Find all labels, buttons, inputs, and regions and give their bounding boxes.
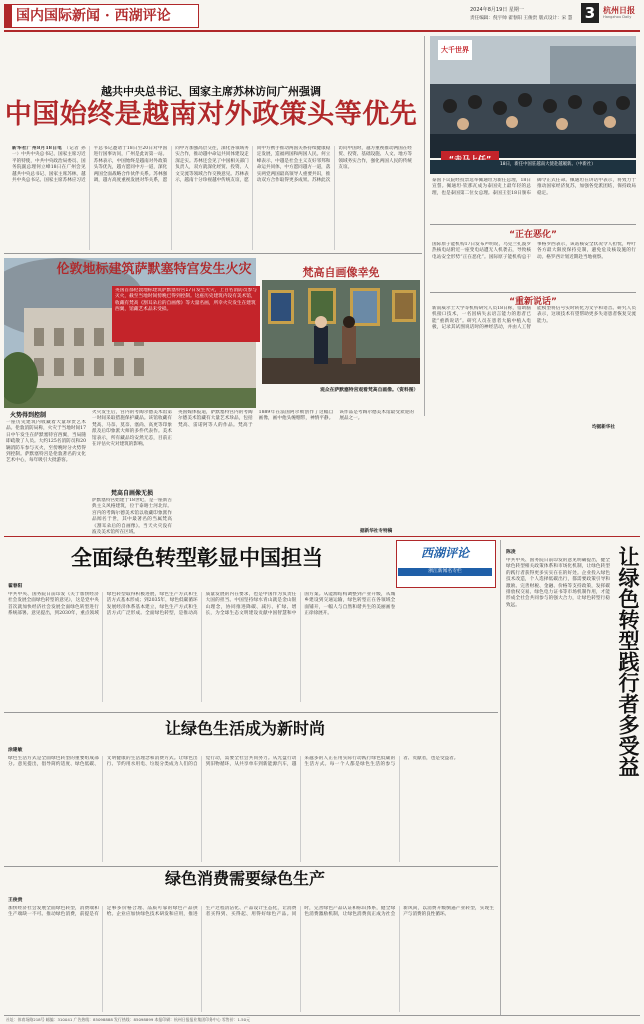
column-name: 西湖评论 [420, 546, 469, 560]
fire-caption: 火势得到控制 [10, 412, 47, 419]
paper-name: 杭州日报 [603, 5, 635, 15]
london-photo-caption: 英国首都伦敦地标建筑萨默塞特宫17日发生火灾，上百名消防员参与灭火，截至当地时间傍晚已得到控制。这座历史建筑内设有美术馆，收藏有梵高《割耳朵后的自画像》等大量名画，所幸火灾发生在建筑西翼，馆藏艺术品未受损。 [115, 288, 257, 312]
lead-kicker: 越共中央总书记、国家主席苏林访问广州强调 [101, 85, 321, 98]
vg-caption: 梵高自画像无损 [110, 490, 153, 497]
london-body1: 一座历史建筑内收藏着大量珍贵艺术品。伦敦消防局称，火灾于当地时间17日中午发生在萨默塞特宫西翼，当局随即疏散了人员。大约125名消防员和20辆消防车参与灭火，至傍晚时分火势得到控制。萨默塞特宫是伦敦著名的文化艺术中心，每年吸引大批游客。 [6, 420, 86, 464]
page-number: 3 [581, 3, 599, 23]
right-column-rule [424, 36, 425, 416]
author3: 王俊贵 [8, 898, 23, 903]
title2-rule [4, 712, 498, 713]
vangogh-caption: 观众在萨默塞特宫观看梵高自画像。（资料图） [320, 388, 419, 393]
opinion-body3: 加快经济社会发展全面绿色转型，消费端和生产端缺一不可。推动绿色消费，前提是有足够多价格合理、品质可靠的绿色产品供给。企业应加快绿色技术研发和应用，推进生产过程清洁化、产品设计生态化，让消费者买得到、买得起、用得好绿色产品。同时，完善绿色产品认证和标识体系，健全绿色消费激励机制，让绿色消费真正成为社会新风尚，以消费升级倒逼产业转型，实现生产与消费的良性循环。 [8, 906, 494, 918]
footer-rule [4, 1015, 640, 1016]
sub1-body: 国际原子能机构17日发布声明说，乌克兰扎波罗热核电站附近一座变电站遭无人机袭击，导致核电站安全形势“正在恶化”。国际原子能机构总干事格罗西表示，该站核安全状况令人担忧，呼吁各方最大限度保持克制，避免危及核设施的行动。格罗西计划近期赴当地视察。 [432, 242, 636, 260]
photo-story-credit: 均据新华社 [592, 425, 615, 430]
editors-line: 责任编辑：倪宇帅 翟春阳 王俊贵 版式设计：宋 慧 [470, 16, 573, 21]
london-body3: 萨默塞特宫始建于18世纪，是一座新古典主义风格建筑，位于泰晤士河北岸。宫内的考陶尔德美术馆以收藏印象派作品闻名于世，其中最著名的当属梵高《割耳朵后的自画像》。当天火灾没有波及美术馆所在区域。 [92, 498, 172, 536]
date-line: 2024年8月19日 星期一 [470, 7, 524, 13]
london-body4-text: 英国媒体报道，萨默塞特宫内的考陶尔德美术馆藏有大量艺术珍品，包括梵高、雷诺阿等人的作品。梵高于1889年在法国阿尔勒创作了这幅自画像，画中他头缠绷带，神情平静。该作品是考陶尔德美术馆最受欢迎的展品之一。 [178, 410, 414, 428]
column-sub: 浙江新闻名专栏 [398, 568, 492, 576]
sub2-body: 新南威尔士大学等机构研究人员18日称，借助脑机接口技术，一名因病失去语言能力的患者已能“重新说话”。研究人员在患者大脑中植入电极，记录其试图说话时的神经活动，并由人工智能模型将信号实时转化为文字和语音。研究人员表示，这项技术有望帮助更多失语患者恢复交流能力。 [432, 306, 636, 331]
opinion-title2: 让绿色生活成为新时尚 [164, 719, 325, 738]
photo-sign: 大千世界 [438, 40, 472, 60]
title3-rule [4, 866, 498, 867]
paper-pinyin: Hangzhou Daily [603, 15, 632, 19]
opinion-title3: 绿色消费需要绿色生产 [164, 869, 325, 888]
side-title: 让绿色转型践行者多受益 [616, 546, 641, 777]
opinion-body2: 绿色生活方式是全面绿色转型的重要组成部分。意见提出，倡导简约适度、绿色低碳、文明健康的生活理念和消费方式。让绿色出行、节约用水用电、垃圾分类成为人们的自觉行动，需要全社会共同努力。从光盘行动到旧物循环，从共享单车到新能源汽车，越来越多的人正在用实际行动践行绿色低碳的生活方式。每一个人都是绿色生活的参与者、贡献者，也是受益者。 [8, 756, 459, 768]
lead-headline: 中国始终是越南对外政策头等优先 [4, 99, 418, 130]
sub1-heading: “正在恶化” [509, 230, 557, 240]
photo-intro-body: 泰国下议院经投票选举佩通坦为新任总理，18日宣誓。佩通坦·钦那瓦成为泰国史上最年轻的总理，也是泰国第二位女总理。泰国王室18日颁布御令正式任命。佩通坦在讲话中表示，将致力于推动国家经济复苏，加强各党派团结，保持政局稳定。 [432, 178, 636, 196]
sub2-rule [430, 292, 636, 293]
london-credit: 据新华社专特稿 [360, 529, 393, 534]
side-body: 中共中央、国务院日前印发的意见明确提出，健全绿色转型相关政策体系和市场化机制，让绿色转型的践行者获得更多实实在在的好处。企业投入绿色技术改造，个人选择低碳出行，都需要政策引导和激励。完善财税、金融、价格等支持政策，发挥碳排放权交易、绿色电力证书等市场机制作用，才能形成全社会共同参与的强大合力，让绿色转型行稳致远。 [506, 558, 610, 608]
side-author: 陈凌 [506, 550, 516, 555]
london-body4 [178, 410, 414, 514]
masthead-rule [4, 30, 640, 32]
london-title: 伦敦地标建筑萨默塞特宫发生火灾 [56, 262, 252, 277]
opinion-main-title: 全面绿色转型彰显中国担当 [71, 545, 323, 570]
london-top-rule [4, 253, 422, 254]
opinion-body1: 中共中央、国务院日前印发《关于加快经济社会发展全面绿色转型的意见》，这是党中央首次就加快经济社会发展全面绿色转型进行系统部署。意见提出，到2030年，重点领域绿色转型取得积极进展，绿色生产方式和生活方式基本形成；到2035年，绿色低碳循环发展经济体系基本建立，绿色生产方式和生活方式广泛形成。全面绿色转型，是推动高质量发展的内在要求，也是中国作为负责任大国的担当。中国坚持绿水青山就是金山银山理念，协同推进降碳、减污、扩绿、增长，为全球生态文明建设贡献中国智慧和中国方案。从能源结构调整到产业升级，从城乡建设到交通运输，绿色转型正在各领域全面铺开，一幅人与自然和谐共生的美丽画卷正徐徐展开。 [8, 592, 396, 617]
london-body2: 火灾发生后，宫内的考陶尔德美术馆第一时间采取措施保护藏品。该馆收藏有梵高、马奈、莫奈、塞尚、高更等印象派及后印象派大师的多件代表作。美术馆表示，所有藏品均安然无恙，目前正在评估火灾对建筑的影响。 [92, 410, 172, 448]
author2: 涂建敏 [8, 748, 23, 753]
side-column-rule [500, 540, 501, 1016]
photo-caption: 18日，新任中国驻越南大使赴越履新。（中新社） [500, 162, 596, 167]
crowd-photo [430, 36, 636, 158]
lead-body [12, 146, 412, 250]
author1: 翟春阳 [8, 584, 23, 589]
footer-text: 社址：体育场路218号 邮编：310041 广告热线：85098888 发行热线：85098899 本报印刷：杭州日报报业集团印务中心 零售价：1.50元 [6, 1017, 251, 1022]
sub1-rule [430, 224, 636, 225]
section-title: 国内国际新闻 · 西湖评论 [16, 8, 171, 24]
vangogh-gallery-art [262, 280, 420, 384]
sub2-heading: “重新说话” [509, 297, 557, 307]
vangogh-photo [262, 280, 420, 384]
lead-body-text: （记者 孙一）中共中央总书记、国家主席习近平的特使，中共中央政治局委员、国务院副总理何立峰18日在广州会见越共中央总书记、国家主席苏林，越共中央总书记、国家主席苏林应习近平总书记邀请于18日至20日对中国进行国事访问，广州是此访第一站。苏林表示，中国始终是越南对外政策头等优先，越方愿同中方一道，深化两国全面战略合作伙伴关系。苏林强调，越方高度重视发展对华关系，愿同中方加强高层交往，深化各领域务实合作，推动越中命运共同体建设走深走实。苏林还会见了中国相关部门负责人，双方就深化经贸、投资、人文交流等领域合作交换意见。苏林表示，越南十分珍视越中传统友谊，愿同中方携手推动两国关系持续健康稳定发展，造福两国和两国人民。何立峰表示，中越是社会主义友好邻邦和命运共同体，中方愿同越方一道，落实两党两国最高领导人重要共识，推动双方合作取得更多成果。苏林此次访问中国时，越方重视推动两国在经贸、投资、基础设施、人文、地方等领域务实合作，强化两国人民的传统友谊。 [12, 146, 412, 184]
masthead [0, 0, 644, 32]
lead-dateline: 新华社广州8月18日电 [12, 146, 63, 151]
vangogh-title: 梵高自画像幸免 [302, 266, 380, 279]
opinion-top-rule [4, 536, 640, 537]
